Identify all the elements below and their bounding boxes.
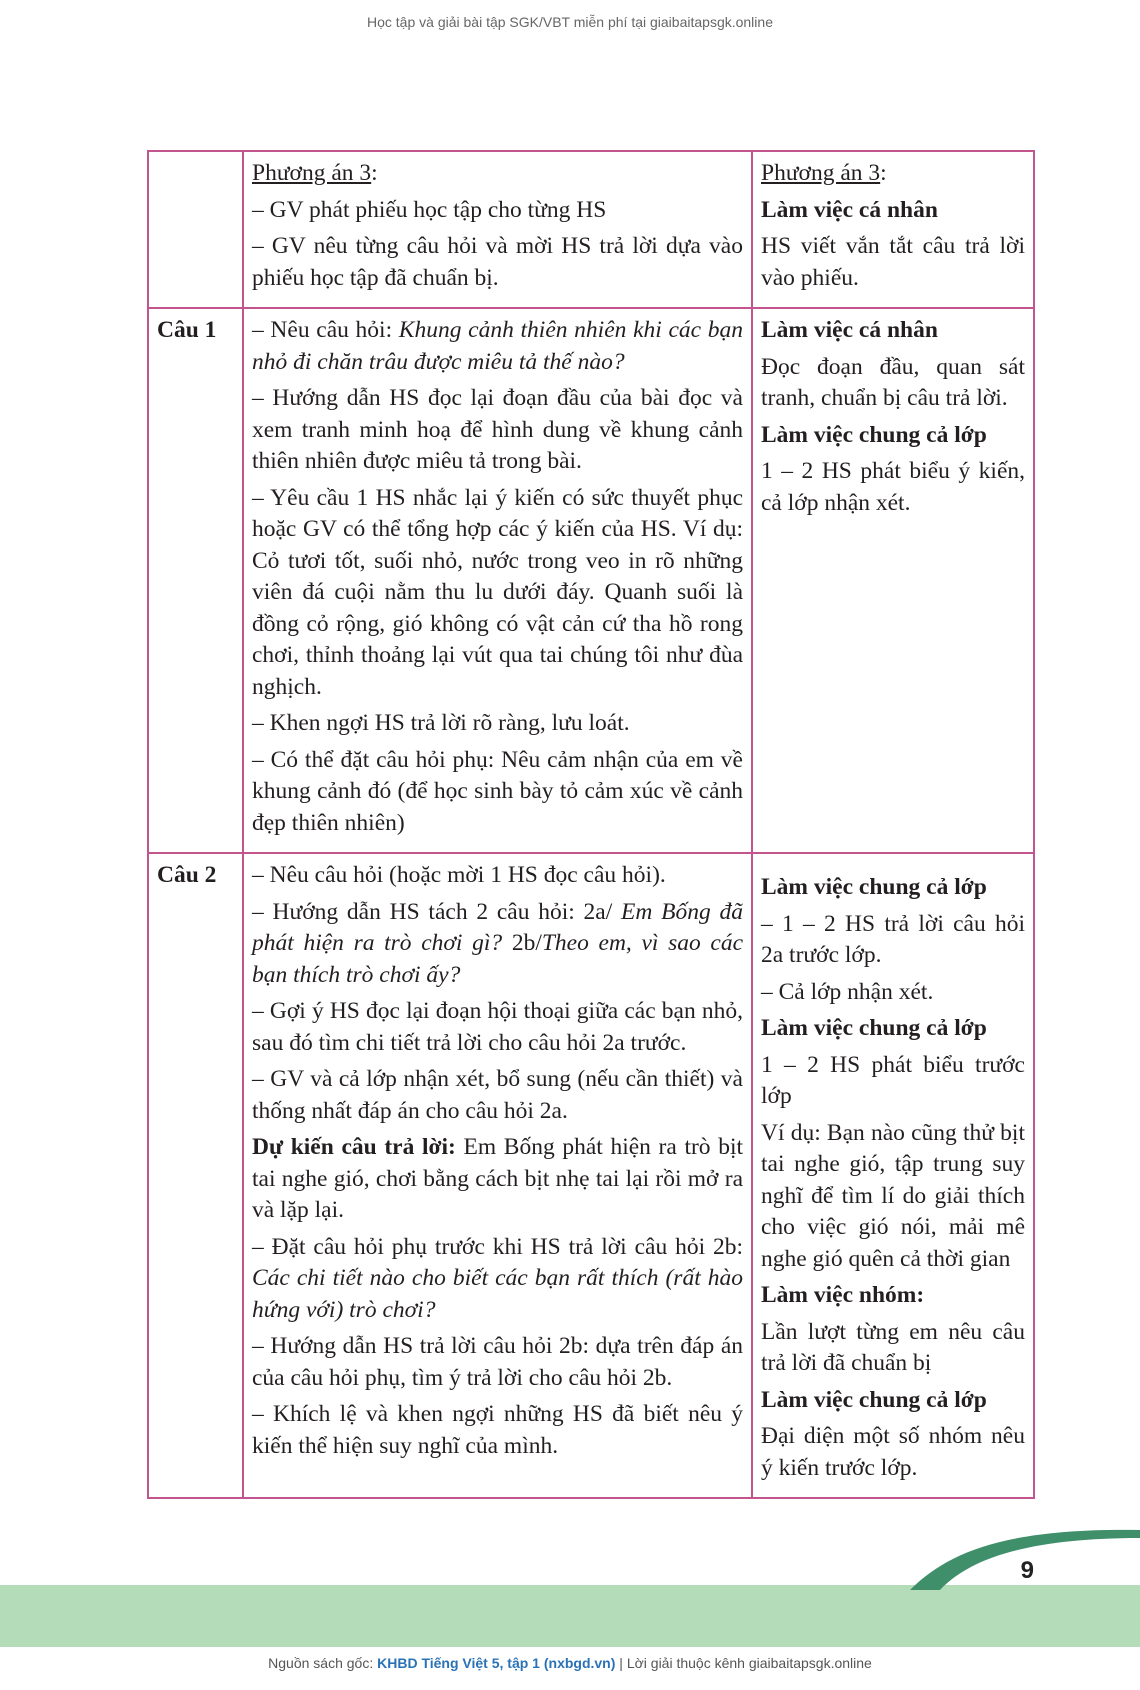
teacher-line: – Đặt câu hỏi phụ trước khi HS trả lời câu hỏi 2b: Các chi tiết nào cho biết các bạn rất thích (rất hào hứng với) trò chơi?: [252, 1233, 743, 1323]
teacher-activity-cell: [243, 308, 752, 853]
page-number: 9: [1020, 1557, 1034, 1584]
teacher-line: – Hướng dẫn HS trả lời câu hỏi 2b: dựa trên đáp án của câu hỏi phụ, tìm ý trả lời cho câu hỏi 2b.: [252, 1333, 743, 1391]
activity-mode: Làm việc chung cả lớp: [761, 1015, 987, 1041]
teacher-activity-cell: [243, 151, 752, 308]
row-label: Câu 2: [148, 853, 243, 1498]
student-line: Đọc đoạn đầu, quan sát tranh, chuẩn bị câu trả lời.: [761, 353, 1025, 411]
table-row: [148, 853, 1034, 1498]
plan-heading: Phương án 3:: [252, 160, 378, 186]
student-line: – 1 – 2 HS trả lời câu hỏi 2a trước lớp.: [761, 910, 1025, 968]
plan-heading: Phương án 3:: [761, 160, 887, 186]
teacher-line: – Gợi ý HS đọc lại đoạn hội thoại giữa các bạn nhỏ, sau đó tìm chi tiết trả lời cho câu hỏi 2a trước.: [252, 998, 743, 1056]
row-label: [148, 151, 243, 308]
teacher-line: – Có thể đặt câu hỏi phụ: Nêu cảm nhận của em về khung cảnh đó (để học sinh bày tỏ cảm xúc về cảnh đẹp thiên nhiên): [252, 746, 743, 836]
table-row: [148, 308, 1034, 853]
teacher-line: – GV phát phiếu học tập cho từng HS: [252, 196, 607, 223]
student-activity-cell: [752, 308, 1034, 853]
activity-mode: Làm việc chung cả lớp: [761, 874, 987, 900]
teacher-line: – Khen ngợi HS trả lời rõ ràng, lưu loát.: [252, 710, 630, 736]
teacher-line: – Nêu câu hỏi: Khung cảnh thiên nhiên khi các bạn nhỏ đi chăn trâu được miêu tả thế nào?: [252, 317, 743, 375]
source-book-link[interactable]: KHBD Tiếng Việt 5, tập 1 (nxbgd.vn): [377, 1655, 616, 1671]
activity-mode: Làm việc nhóm:: [761, 1282, 925, 1308]
activity-mode: Làm việc cá nhân: [761, 317, 938, 343]
student-line: HS viết vắn tắt câu trả lời vào phiếu.: [761, 233, 1025, 291]
teacher-line: Dự kiến câu trả lời: Em Bống phát hiện ra trò bịt tai nghe gió, chơi bằng cách bịt nhẹ tai lại rồi mở ra và lặp lại.: [252, 1134, 744, 1223]
teacher-line: – Hướng dẫn HS đọc lại đoạn đầu của bài đọc và xem tranh minh hoạ để hình dung về khung cảnh thiên nhiên được miêu tả trong bài.: [252, 385, 743, 474]
teacher-line: – Nêu câu hỏi (hoặc mời 1 HS đọc câu hỏi).: [252, 862, 666, 888]
student-activity-cell: [752, 151, 1034, 308]
table-row: [148, 151, 1034, 308]
student-line: 1 – 2 HS phát biểu trước lớp: [761, 1051, 1025, 1109]
source-footer: Nguồn sách gốc: KHBD Tiếng Việt 5, tập 1 (nxbgd.vn) | Lời giải thuộc kênh giaibaitapsgk.online: [268, 1655, 872, 1671]
student-line: – Cả lớp nhận xét.: [761, 978, 934, 1005]
activity-mode: Làm việc chung cả lớp: [761, 421, 987, 448]
teacher-line: – GV và cả lớp nhận xét, bổ sung (nếu cần thiết) và thống nhất đáp án cho câu hỏi 2a.: [252, 1066, 743, 1124]
student-line: 1 – 2 HS phát biểu ý kiến, cả lớp nhận xét.: [761, 458, 1025, 516]
row-label: Câu 1: [148, 308, 243, 853]
footer-band: [0, 1585, 1140, 1647]
student-line: Ví dụ: Bạn nào cũng thử bịt tai nghe gió, tập trung suy nghĩ để tìm lí do giải thích cho việc gió nói, mải mê nghe gió quên cả thời gian: [761, 1119, 1025, 1272]
teacher-line: – Yêu cầu 1 HS nhắc lại ý kiến có sức thuyết phục hoặc GV có thể tổng hợp các ý kiến của HS. Ví dụ: Cỏ tươi tốt, suối nhỏ, nước trong veo in rõ những viên đá cuội nằm thu lu dưới đáy. Quanh suối là đồng cỏ rộng, gió không có vật cản cứ tha hồ rong chơi, thỉnh thoảng lại vút qua tai chúng tôi như đùa nghịch.: [252, 484, 743, 700]
activity-mode: Làm việc cá nhân: [761, 196, 938, 223]
site-header: Học tập và giải bài tập SGK/VBT miễn phí tại giaibaitapsgk.online: [367, 14, 773, 30]
student-line: Đại diện một số nhóm nêu ý kiến trước lớp.: [761, 1423, 1025, 1481]
teacher-line: – Hướng dẫn HS tách 2 câu hỏi: 2a/ Em Bống đã phát hiện ra trò chơi gì? 2b/Theo em, vì sao các bạn thích trò chơi ấy?: [252, 898, 744, 988]
teacher-line: – Khích lệ và khen ngợi những HS đã biết nêu ý kiến thể hiện suy nghĩ của mình.: [252, 1401, 743, 1459]
lesson-table: [147, 150, 1035, 1499]
footer-wave-decoration: [880, 1520, 1140, 1590]
student-line: Lần lượt từng em nêu câu trả lời đã chuẩn bị: [761, 1318, 1025, 1376]
activity-mode: Làm việc chung cả lớp: [761, 1386, 987, 1413]
teacher-activity-cell: [243, 853, 752, 1498]
teacher-line: – GV nêu từng câu hỏi và mời HS trả lời dựa vào phiếu học tập đã chuẩn bị.: [252, 233, 743, 291]
student-activity-cell: [752, 853, 1034, 1498]
